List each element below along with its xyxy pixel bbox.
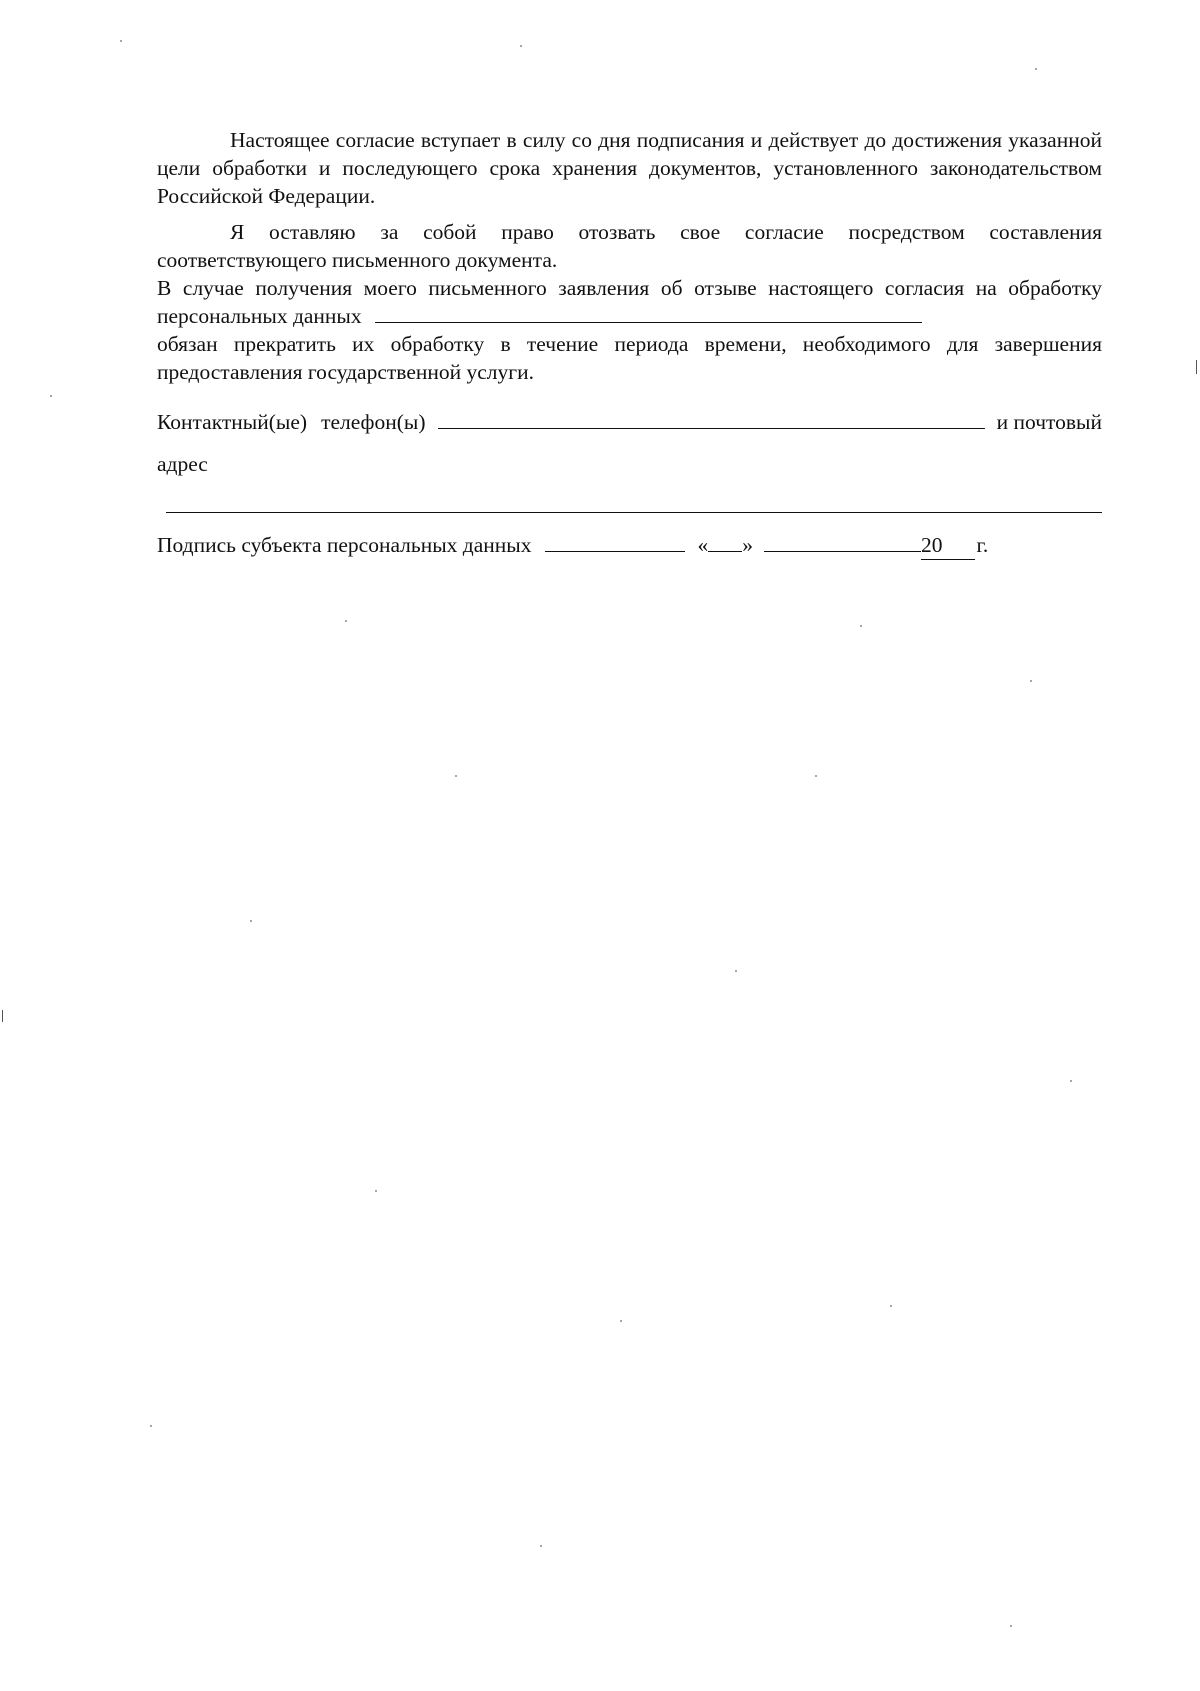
date-quote-open: «: [697, 533, 709, 557]
scan-speck: [1010, 1625, 1012, 1627]
contact-phone-row: [157, 408, 1102, 436]
scan-speck: [1070, 1080, 1072, 1082]
scan-speck: [620, 1320, 622, 1322]
scan-edge-mark: [2, 1010, 3, 1022]
operator-name-field[interactable]: [375, 304, 922, 323]
scan-speck: [375, 1190, 377, 1192]
signature-field[interactable]: [545, 533, 685, 552]
signature-label: Подпись субъекта персональных данных: [157, 533, 532, 557]
contact-label-phone: телефон(ы): [321, 410, 426, 434]
scan-speck: [455, 775, 457, 777]
scan-speck: [540, 1545, 542, 1547]
scan-speck: [345, 620, 347, 622]
date-year-prefix: 20: [921, 533, 943, 557]
scan-speck: [890, 1305, 892, 1307]
consent-text-block: [157, 126, 1102, 560]
paragraph-processing-stop: обязан прекратить их обработку в течение периода времени, необходимого для завершения предоставления государственной услуги.: [157, 332, 1102, 384]
date-year-suffix: г.: [976, 533, 989, 557]
contact-label-end: и почтовый: [996, 410, 1102, 434]
paragraph-revocation-text: В случае получения моего письменного заявления об отзыве настоящего согласия на обработку персональных данных: [157, 276, 1102, 328]
date-quote-close: »: [742, 533, 753, 557]
paragraph-revocation-right: Я оставляю за собой право отозвать свое согласие посредством составления соответствующего письменного документа.: [157, 220, 1102, 272]
signature-row: [157, 531, 1102, 560]
scan-speck: [815, 775, 817, 777]
contact-label-start: Контактный(ые): [157, 410, 308, 434]
date-year-field[interactable]: [921, 531, 975, 560]
scan-edge-mark: [1196, 360, 1197, 374]
scan-speck: [50, 395, 52, 397]
paragraph-validity: Настоящее согласие вступает в силу со дня подписания и действует до достижения указанной цели обработки и последующего срока хранения документов, установленного законодательством Российской Федерации.: [157, 128, 1102, 208]
paragraph-revocation-handling: [157, 274, 1102, 330]
scan-speck: [520, 45, 522, 47]
scan-speck: [1035, 68, 1037, 70]
address-label: адрес: [157, 452, 208, 476]
scan-speck: [120, 40, 122, 42]
scan-speck: [735, 970, 737, 972]
scan-speck: [150, 1425, 152, 1427]
scan-speck: [1030, 680, 1032, 682]
date-day-field[interactable]: [708, 533, 742, 552]
scan-speck: [250, 920, 252, 922]
scan-speck: [860, 625, 862, 627]
date-month-field[interactable]: [764, 533, 921, 552]
phone-field[interactable]: [438, 410, 985, 429]
address-field[interactable]: [166, 500, 1102, 513]
